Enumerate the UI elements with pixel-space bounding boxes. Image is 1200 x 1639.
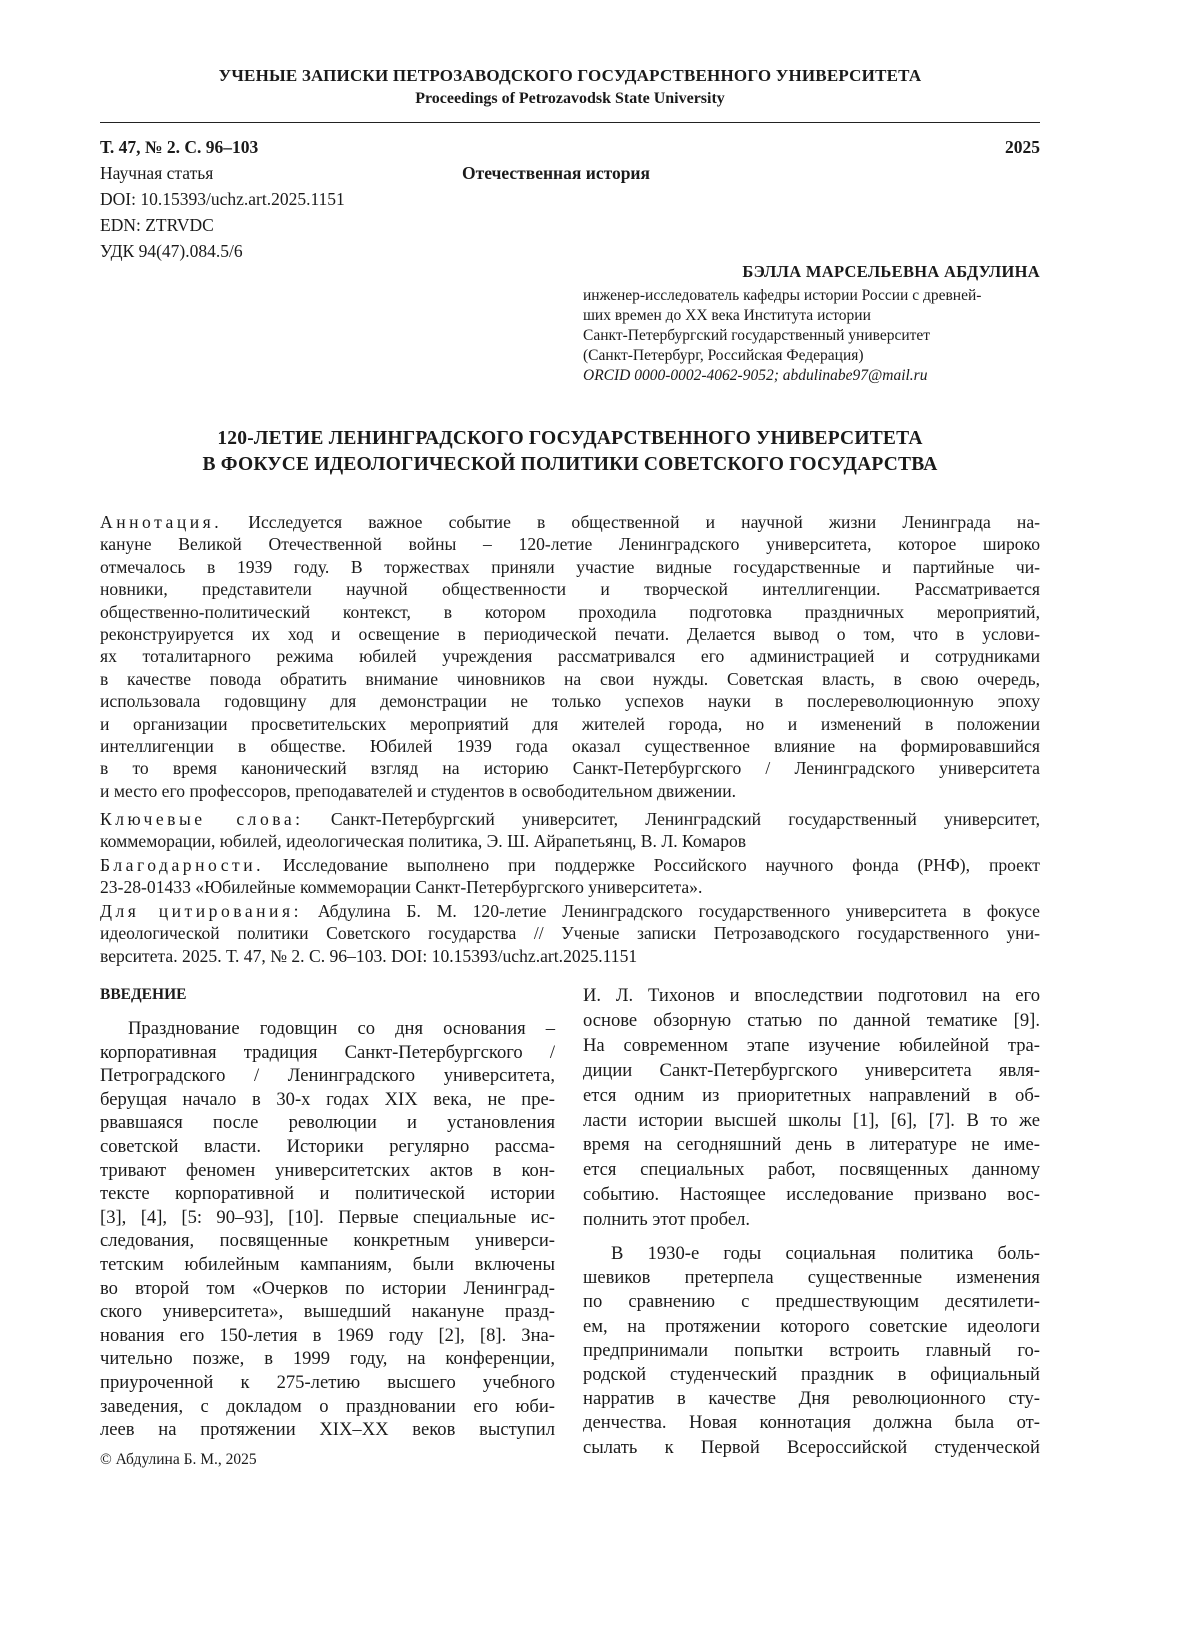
body-text-line: Празднование годовщин со дня основания – (128, 1018, 555, 1040)
body-text-line: берущая начало в 30-х годах XIX века, не пре- (100, 1089, 555, 1111)
body-text-line: следования, посвященные конкретным универси- (100, 1230, 555, 1252)
abstract-text: Исследование выполнено при поддержке Российского научного фонда (РНФ), проект (283, 855, 1040, 875)
volume-pages: Т. 47, № 2. С. 96–103 (100, 137, 258, 158)
abstract-line: и организации просветительских мероприятий для жителей города, но и изменений в положении (100, 714, 1040, 735)
abstract-line: 23-28-01433 «Юбилейные коммеморации Санкт-Петербургского университета». (100, 877, 1040, 898)
body-text-line: родской студенческий праздник в официальный (583, 1364, 1040, 1386)
body-text-line: леев на протяжении XIX–XX веков выступил (100, 1419, 555, 1441)
abstract-line (100, 855, 1040, 876)
affiliation-line: инженер-исследователь кафедры истории России с древней- (583, 287, 981, 305)
body-text-line: сылать к Первой Всероссийской студенческой (583, 1437, 1040, 1459)
body-text-line: ется специальных работ, посвященных данному (583, 1159, 1040, 1181)
abstract-line (100, 809, 1040, 830)
body-text-line: рвавшаяся после революции и установления (100, 1112, 555, 1134)
affiliation-line: (Санкт-Петербург, Российская Федерация) (583, 347, 864, 365)
body-text-line: В 1930-е годы социальная политика боль- (611, 1243, 1040, 1265)
abstract-line: в то время канонический взгляд на историю Санкт-Петербургского / Ленинградского университета (100, 758, 1040, 779)
publication-year: 2025 (1005, 137, 1040, 158)
body-text-line: Петроградского / Ленинградского университета, (100, 1065, 555, 1087)
abstract-line: использовала годовщину для демонстрации не только успехов науки в послереволюционную эпоху (100, 691, 1040, 712)
body-text-line: время на сегодняшний день в литературе не име- (583, 1134, 1040, 1156)
affiliation-line: ших времен до XX века Института истории (583, 307, 871, 325)
abstract-label: Благодарности. (100, 855, 264, 875)
abstract-text: Исследуется важное событие в общественной и научной жизни Ленинграда на- (248, 512, 1040, 532)
body-text-line: На современном этапе изучение юбилейной тра- (583, 1035, 1040, 1057)
body-text-line: чительно позже, в 1999 году, на конференции, (100, 1348, 555, 1370)
article-title-line: В ФОКУСЕ ИДЕОЛОГИЧЕСКОЙ ПОЛИТИКИ СОВЕТСКОГО ГОСУДАРСТВА (100, 454, 1040, 476)
body-text-line: ется одним из приоритетных направлений в об- (583, 1085, 1040, 1107)
body-text-line: событию. Настоящее исследование призвано вос- (583, 1184, 1040, 1206)
body-text-line: по сравнению с предшествующим десятилети- (583, 1291, 1040, 1313)
body-text-line: диции Санкт-Петербургского университета явля- (583, 1060, 1040, 1082)
body-text-line: предпринимали попытки встроить главный го- (583, 1340, 1040, 1362)
body-text-line: тривают феномен университетских актов в кон- (100, 1160, 555, 1182)
header-divider (100, 122, 1040, 123)
body-text-line: во второй том «Очерков по истории Ленинград- (100, 1278, 555, 1300)
body-text-line: [3], [4], [5: 90–93], [10]. Первые специальные ис- (100, 1207, 555, 1229)
body-text-line: нования его 150-летия в 1969 году [2], [8]. Зна- (100, 1325, 555, 1347)
body-text-line: ем, на протяжении которого советские идеологи (583, 1316, 1040, 1338)
rubric: Отечественная история (462, 163, 650, 184)
abstract-line: и место его профессоров, преподавателей и студентов в освободительном движении. (100, 781, 1040, 802)
abstract-line: новники, представители научной общественности и творческой интеллигенции. Рассматривается (100, 579, 1040, 600)
abstract-label: Аннотация. (100, 512, 222, 532)
abstract-line: верситета. 2025. Т. 47, № 2. С. 96–103. DOI: 10.15393/uchz.art.2025.1151 (100, 946, 1040, 967)
abstract-label: Для цитирования: (100, 901, 302, 921)
body-text-line: шевиков претерпела существенные изменения (583, 1267, 1040, 1289)
abstract-line (100, 901, 1040, 922)
abstract-line: реконструируется их ход и освещение в периодической печати. Делается вывод о том, что в услови- (100, 624, 1040, 645)
body-text-line: ского университета», вышедший накануне празд- (100, 1301, 555, 1323)
body-text-line: заведения, с докладом о праздновании его юби- (100, 1396, 555, 1418)
article-title-line: 120-ЛЕТИЕ ЛЕНИНГРАДСКОГО ГОСУДАРСТВЕННОГО УНИВЕРСИТЕТА (100, 428, 1040, 450)
body-text-line: корпоративная традиция Санкт-Петербургского / (100, 1042, 555, 1064)
author-contact[interactable]: ORCID 0000-0002-4062-9052; abdulinabe97@mail.ru (583, 367, 927, 385)
abstract-line: коммеморации, юбилей, идеологическая политика, Э. Ш. Айрапетьянц, В. Л. Комаров (100, 831, 1040, 852)
abstract-line: отмечалось в 1939 году. В торжествах приняли участие видные государственные и партийные чи- (100, 557, 1040, 578)
abstract-line: интеллигенции в обществе. Юбилей 1939 года оказал существенное влияние на формировавшийся (100, 736, 1040, 757)
edn: EDN: ZTRVDC (100, 215, 214, 236)
abstract-text: Санкт-Петербургский университет, Ленинградский государственный университет, (331, 809, 1040, 829)
body-text-line: приуроченной к 275-летию высшего учебного (100, 1372, 555, 1394)
affiliation-line: Санкт-Петербургский государственный университет (583, 327, 930, 345)
abstract-line: кануне Великой Отечественной войны – 120-летие Ленинградского университета, которое широко (100, 534, 1040, 555)
article-type: Научная статья (100, 163, 213, 184)
abstract-label: Ключевые слова: (100, 809, 304, 829)
body-text-line: советской власти. Историки регулярно рассма- (100, 1136, 555, 1158)
doi[interactable]: DOI: 10.15393/uchz.art.2025.1151 (100, 189, 345, 210)
section-heading: ВВЕДЕНИЕ (100, 986, 186, 1004)
journal-subtitle: Proceedings of Petrozavodsk State University (100, 90, 1040, 108)
copyright: © Абдулина Б. М., 2025 (100, 1451, 257, 1469)
body-text-line: ласти истории высшей школы [1], [6], [7]. В то же (583, 1110, 1040, 1132)
body-text-line: тексте корпоративной и политической истории (100, 1183, 555, 1205)
abstract-line: ях тоталитарного режима юбилей учреждения рассматривался его администрацией и сотрудниками (100, 646, 1040, 667)
body-text-line: основе обзорную статью по данной тематике [9]. (583, 1010, 1040, 1032)
body-text-line: И. Л. Тихонов и впоследствии подготовил на его (583, 985, 1040, 1007)
journal-title: УЧЕНЫЕ ЗАПИСКИ ПЕТРОЗАВОДСКОГО ГОСУДАРСТВЕННОГО УНИВЕРСИТЕТА (100, 66, 1040, 86)
body-text-line: тетским юбилейным кампаниям, были включены (100, 1254, 555, 1276)
body-text-line: полнить этот пробел. (583, 1209, 1040, 1231)
body-text-line: нарратив в качестве Дня революционного сту- (583, 1388, 1040, 1410)
abstract-line: общественно-политический контекст, в котором проходила подготовка праздничных мероприятий, (100, 602, 1040, 623)
udc: УДК 94(47).084.5/6 (100, 241, 243, 262)
abstract-line (100, 512, 1040, 533)
abstract-line: идеологической политики Советского государства // Ученые записки Петрозаводского государственного уни- (100, 923, 1040, 944)
author-name: БЭЛЛА МАРСЕЛЬЕВНА АБДУЛИНА (742, 262, 1040, 282)
abstract-text: Абдулина Б. М. 120-летие Ленинградского государственного университета в фокусе (318, 901, 1040, 921)
body-text-line: денчества. Новая коннотация должна была от- (583, 1412, 1040, 1434)
abstract-line: в качестве повода обратить внимание чиновников на свои нужды. Советская власть, в свою очередь, (100, 669, 1040, 690)
